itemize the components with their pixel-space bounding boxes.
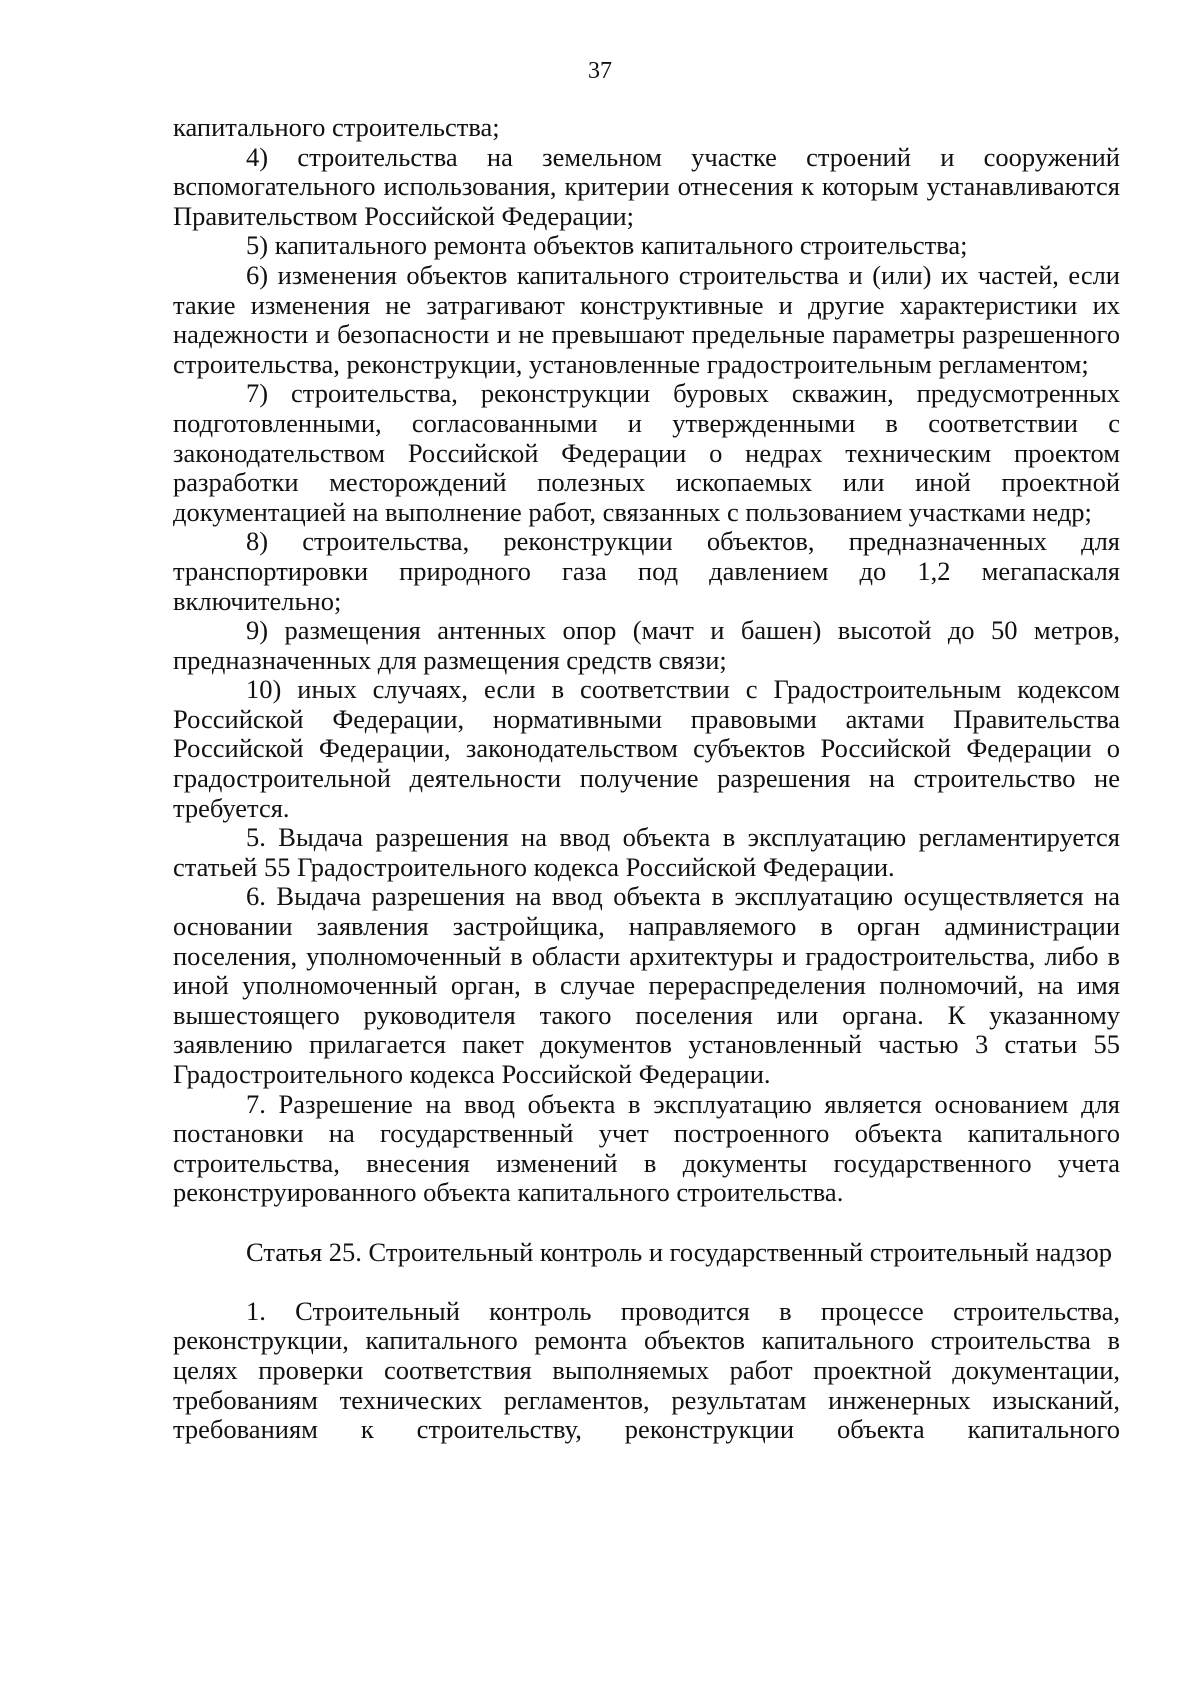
clause-5: 5. Выдача разрешения на ввод объекта в эксплуатацию регламентируется статьей 55 Градостроительного кодекса Российской Федерации. (173, 822, 1120, 882)
list-item-8: 8) строительства, реконструкции объектов, предназначенных для транспортировки природного газа под давлением до 1,2 мегапаскаля включительно; (173, 526, 1120, 616)
list-item-6: 6) изменения объектов капитального строительства и (или) их частей, если такие изменения не затрагивают конструктивные и другие характеристики их надежности и безопасности и не превышают предельные параметры разрешенного строительства, реконструкции, установленные градостроительным регламентом; (173, 259, 1120, 379)
list-item-5: 5) капитального ремонта объектов капитального строительства; (246, 230, 968, 261)
article-heading: Статья 25. Строительный контроль и государственный строительный надзор (246, 1236, 1113, 1267)
list-item-10: 10) иных случаях, если в соответствии с Градостроительным кодексом Российской Федерации, нормативными правовыми актами Правительства Российской Федерации, законодательством субъектов Российской Федерации о градостроительной деятельности получение разрешения на строительство не требуется. (173, 674, 1120, 823)
article-clause-1: 1. Строительный контроль проводится в процессе строительства, реконструкции, капитального ремонта объектов капитального строительства в целях проверки соответствия выполняемых работ проектной документации, требованиям технических регламентов, результатам инженерных изысканий, требованиям к строительству, реконструкции объекта капитального (173, 1295, 1120, 1445)
list-item-4: 4) строительства на земельном участке строений и сооружений вспомогательного использования, критерии отнесения к которым устанавливаются Правительством Российской Федерации; (173, 141, 1120, 231)
list-item-9: 9) размещения антенных опор (мачт и башен) высотой до 50 метров, предназначенных для размещения средств связи; (173, 615, 1120, 675)
clause-6: 6. Выдача разрешения на ввод объекта в эксплуатацию осуществляется на основании заявления застройщика, направляемого в орган администрации поселения, уполномоченный в области архитектуры и градостроительства, либо в иной уполномоченный орган, в случае перераспределения полномочий, на имя вышестоящего руководителя такого поселения или органа. К указанному заявлению прилагается пакет документов установленный частью 3 статьи 55 Градостроительного кодекса Российской Федерации. (173, 881, 1120, 1089)
document-body (173, 113, 1120, 1445)
clause-7: 7. Разрешение на ввод объекта в эксплуатацию является основанием для постановки на государственный учет построенного объекта капитального строительства, внесения изменений в документы государственного учета реконструированного объекта капитального строительства. (173, 1088, 1120, 1208)
list-item-7: 7) строительства, реконструкции буровых скважин, предусмотренных подготовленными, согласованными и утвержденными в соответствии с законодательством Российской Федерации о недрах техническим проектом разработки месторождений полезных ископаемых или иной проектной документацией на выполнение работ, связанных с пользованием участками недр; (173, 378, 1120, 527)
page-number: 37 (588, 58, 612, 84)
paragraph-continuation: капитального строительства; (173, 112, 500, 142)
